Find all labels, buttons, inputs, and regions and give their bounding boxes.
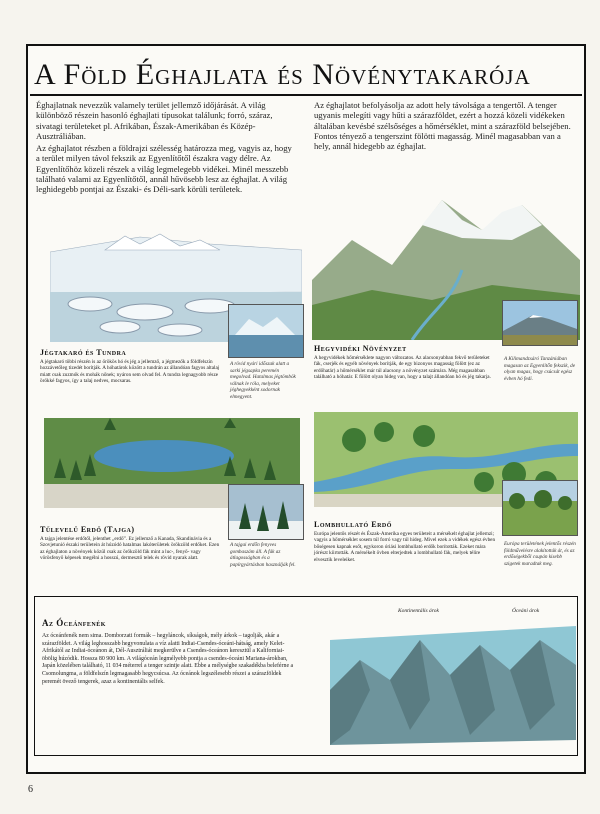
page-number: 6 (28, 784, 33, 795)
tundra-text: A jégtakaró többi részén is az örökös hó és jég a jellemző, a jégmezők a földfelszín hozzávetőleg tizedét borítják. A hóhatárok között a tundrán az állandóan fagyos altalaj miatt csak zuzmók és mohák nőnek; nyáron sem olvad fel. A tundra legnagyobb része örökké fagyos, így a talaj nedves, mocsaras. (40, 359, 220, 385)
title-rule (30, 94, 582, 96)
tundra-heading: Jégtakaró és Tundra (40, 348, 127, 357)
page-title: A Föld Éghajlata és Növénytakarója (34, 58, 531, 91)
intro-paragraph-1: Éghajlatnak nevezzük valamely terület jellemző időjárását. A világ különböző részein hasonló éghajlati típusokat találunk; forró, száraz, sivatagi területeket pl. Afrikában, Észak-Amerikában és Közép-Ausztráliában. (36, 100, 273, 141)
mountain-text: A hegyvidékek hőmérséklete nagyon változatos. Az alacsonyabban fekvő területeket fák, cserjék és egyéb növények borítják, de egy bizonyos magasság fölött (ez az erdőhatár) a hőmérséklet már túl alacsony a növényzet számára. Még magasabban található a hóhatár. E fölött olyan hideg van, hogy a talajt állandóan hó és jég takarja. (314, 355, 491, 381)
ocean-heading: Az Óceánfenék (42, 618, 106, 628)
deciduous-heading: Lombhullató Erdő (314, 520, 392, 529)
conifer-caption: A tajgai erdőn fenyves gombaszám áll. A fák az átlagosságban és a papírgyártásban használják fel. (230, 542, 296, 568)
deciduous-text: Európa jelentős részét és Észak-Amerika egyes területeit a mérsékelt éghajlat jellemzi; vagyis a hőmérséklet sosem túl forró vagy túl hideg. Mivel ezek a vidékek egész évben bőségesen kapnak esőt, egykoron óriási lombhullató erdők borították. Ezeket mára jórészt kiirtották. A mérsékelt övben elterjedtek a lombhullató fák, melyek télire elvesztik leveleiket. (314, 531, 496, 563)
kilimanjaro-photo (502, 300, 578, 346)
label-continental: Kontinentális árok (398, 608, 439, 614)
mountain-caption: A Kilimandzsáró Tanzániában magasan az Egyenlítőn fekszik, de olyan magas, hogy csúcsát egész évben hó fedi. (504, 356, 576, 382)
ocean-floor-illustration (330, 620, 576, 750)
conifer-heading: Tűlevelű Erdő (Tajga) (40, 525, 135, 534)
intro-paragraph-3: Az éghajlatot befolyásolja az adott hely távolsága a tengertől. A tenger ugyanis melegíti vagy hűti a szárazföldet, ezért a hozzá közeli vidékeken általában kevésbé szélsőséges a hőmérséklet, mint a szárazföld belsejében. Fontos tényező a tengerszint fölötti magasság. Minél magasabban van a hely, annál hidegebb az éghajlat. (314, 100, 571, 152)
deciduous-caption: Európa területének jelentős részén földművelésre alakították át, és az erdőségekből csupán kisebb szigetek maradtak meg. (504, 541, 576, 567)
ocean-text: Az óceánfenék nem sima. Domborzati formák – hegyláncok, síkságok, mély árkok – tagolják, akár a szárazföldet. A világ leghosszabb hegyvonulata a víz alatti Indiai-Csendes-óceáni-hátság, amely Kelet-Afrikától az Indiai-óceánon át, Dél-Ausztráliát megkerülve a Csendes-óceánon keresztül a Kaliforniai-öbölig húzódik. Hossza 80 900 km. A világóceán legmélyebb pontja a csendes-óceáni Mariana-árokban, Japán közelében található, 11 034 méterrel a tenger szintje alatt. Ebbe a mélységbe szakadékba beleférne a Csomolungma, a földfelszín legmagasabb hegycsúcsa. Az óceánok legszélesebb részei a szárazföldek peremét övező tengerek, azaz a kontinentális selfek. (42, 633, 294, 685)
taiga-photo (228, 484, 304, 540)
mountain-heading: Hegyvidéki Növényzet (314, 344, 407, 353)
tundra-caption: A rövid nyári időszak alatt a sarki jégsapka peremén megolvad. Hatalmas jégtömbök válnak le róla, melyeket jéghegyekként sodornak elmegyent. (230, 361, 296, 400)
deciduous-photo (502, 480, 578, 536)
label-oceanic-trench: Óceáni árok (512, 608, 540, 614)
intro-paragraph-2: Az éghajlatot részben a földrajzi szélesség határozza meg, vagyis az, hogy a terület milyen távol fekszik az Egyenlítőtől északra vagy délre. Az Egyenlítőhöz közeli részek a világ legmelegebb vidékei. Minél messzebb található valami az Egyenlítőtől, annál hűvösebb lesz az éghajlat. A világ leghidegebb pontjai az Északi- és Déli-sark körüli területek. (36, 143, 292, 195)
conifer-text: A tajga jelentése erdőtől, jelenthet „erdő”. Ez jellemző a Kanada, Skandinávia és a Szovjetunió északi területein át húzódó hatalmas lakóterületek örökzöld erdőket. Ezen az éghajlaton a növények közül csak az örökzöld fák mint a luc-, fenyő- vagy vörösfenyő képesek megélni a hosszú, dermesztő telek és rövid nyarak alatt. (40, 536, 220, 562)
iceberg-photo (228, 304, 304, 358)
